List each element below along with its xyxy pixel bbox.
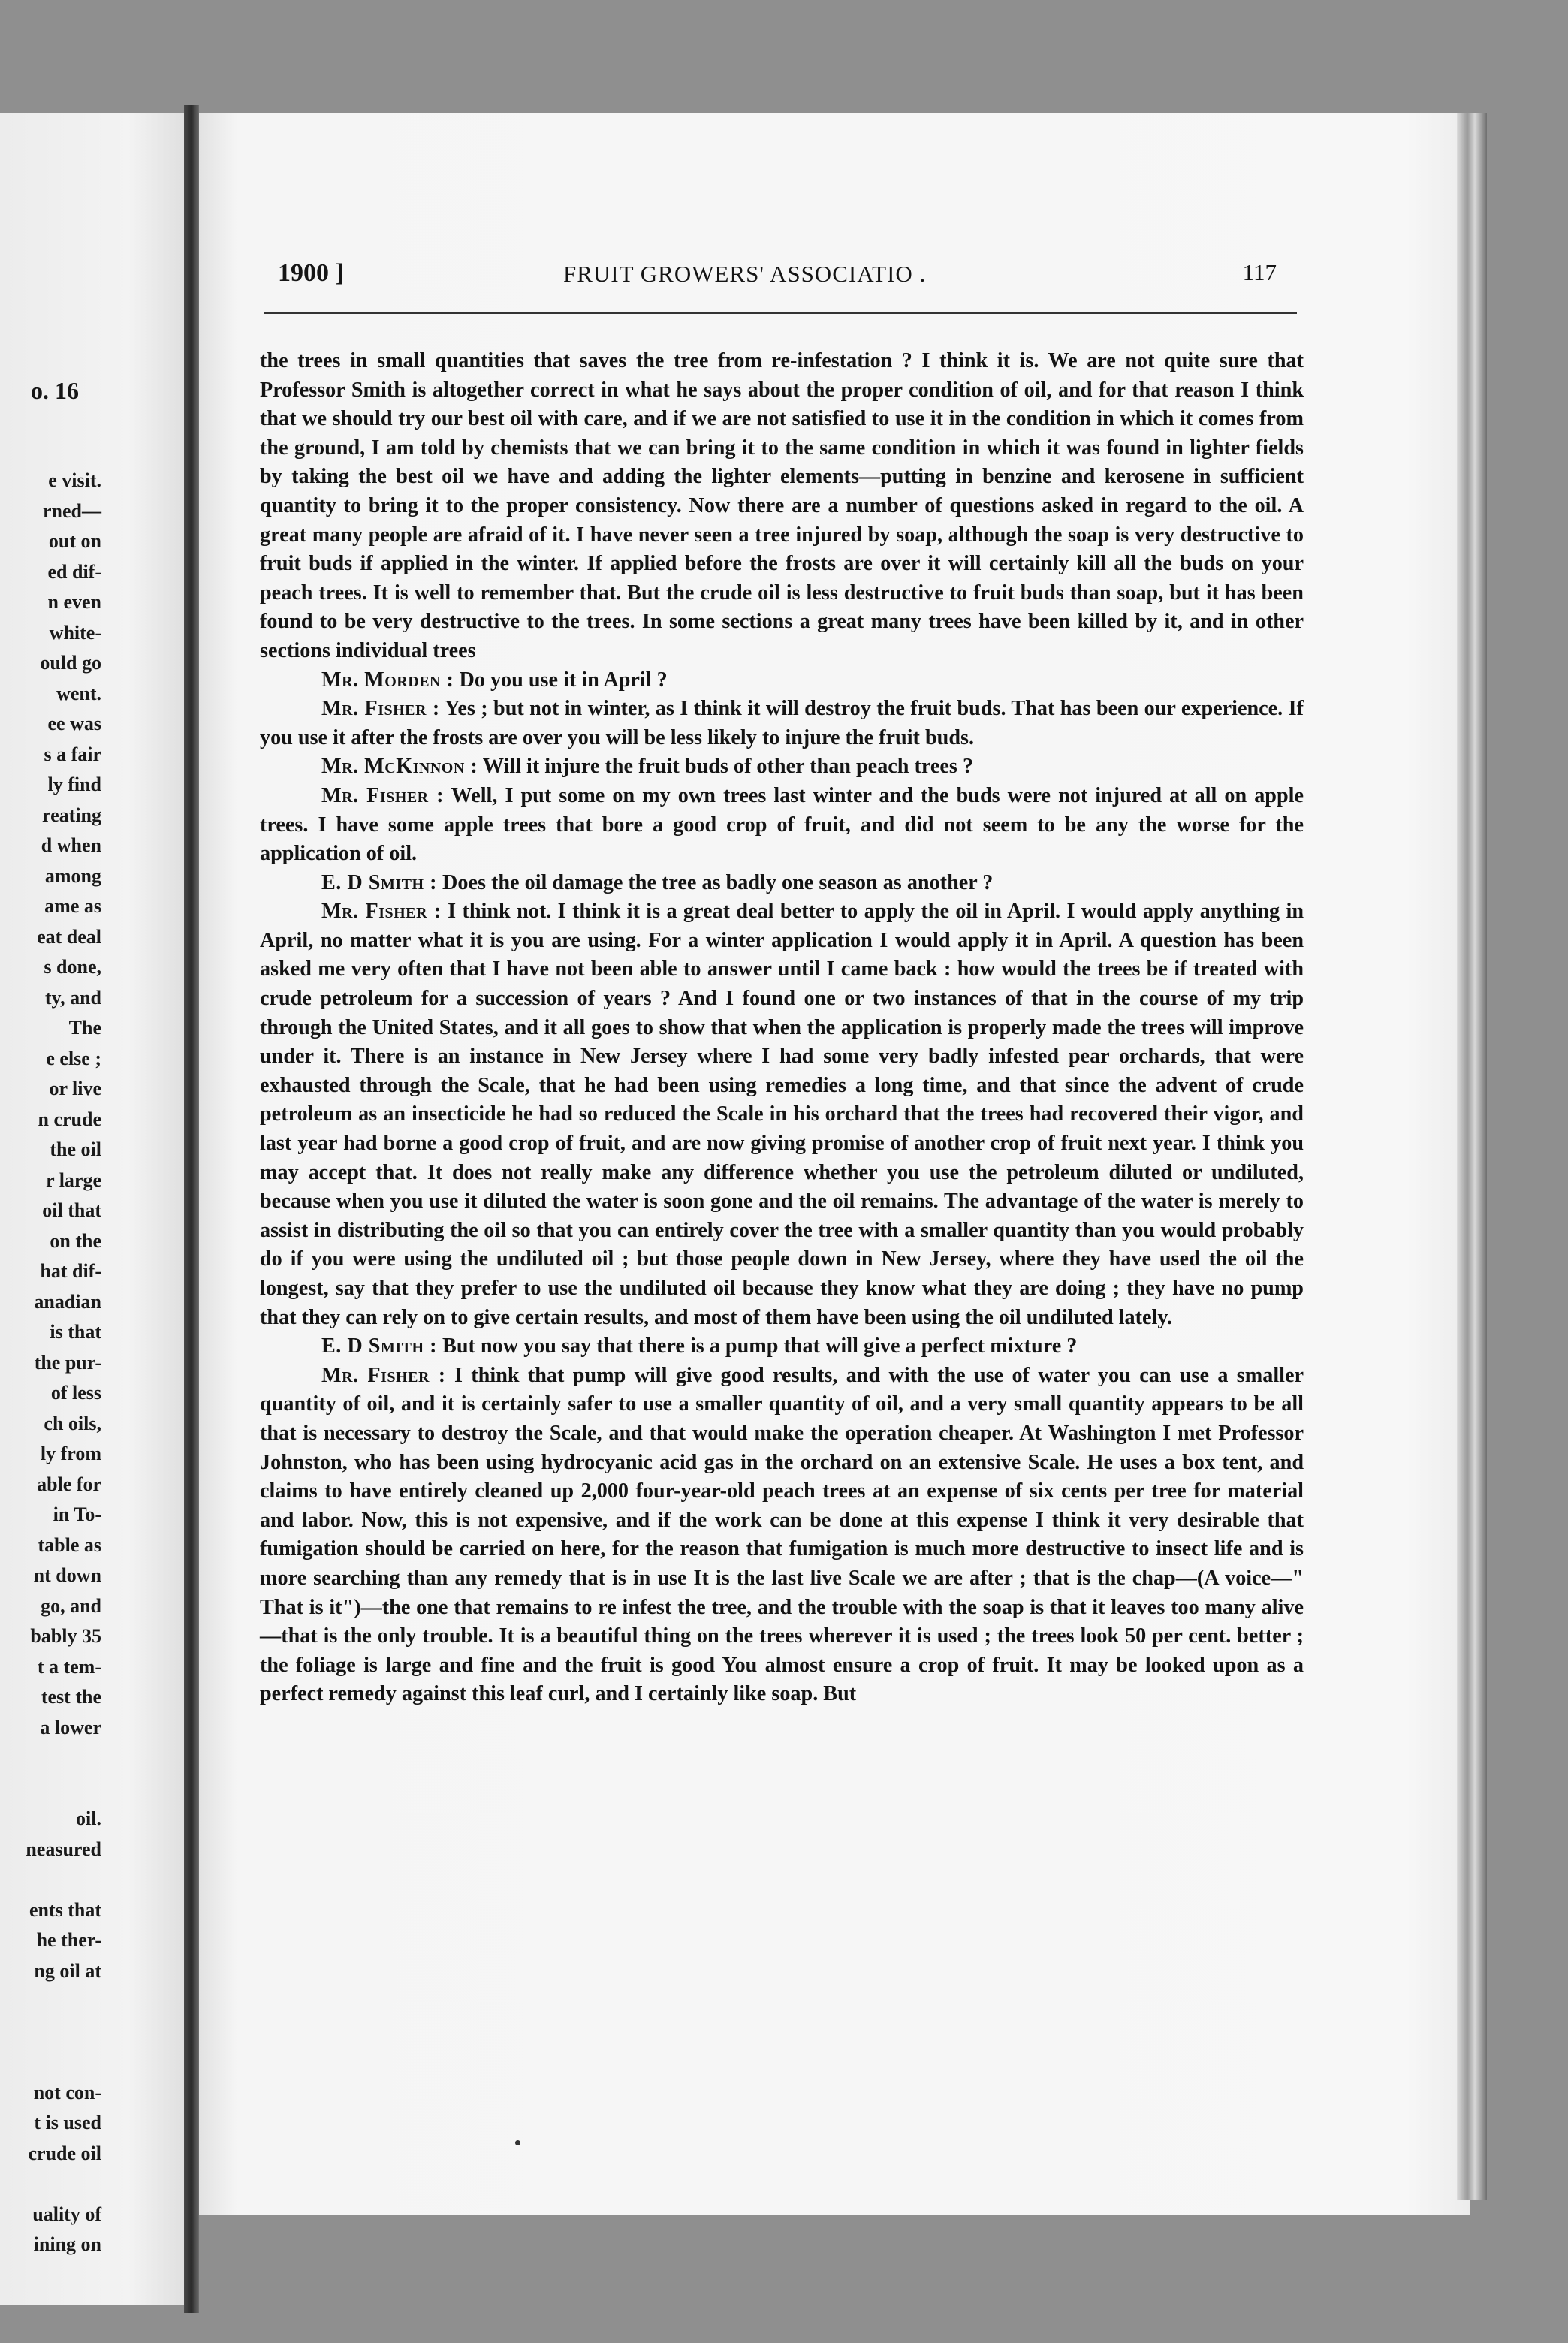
page-header (278, 259, 1277, 297)
paragraph-text: Does the oil damage the tree as badly one season as another ? (442, 870, 994, 894)
left-page-line: he ther- (36, 1929, 101, 1951)
left-page-line: reating (42, 804, 101, 826)
left-page-line: test the (41, 1686, 101, 1708)
left-page-line: ty, and (44, 986, 101, 1009)
left-page-line: is that (50, 1321, 101, 1343)
book-spine (184, 105, 199, 2313)
left-page-line: ed dif- (47, 560, 101, 583)
left-page-line: bably 35 (30, 1625, 101, 1647)
page-edge-shadow (1457, 113, 1487, 2200)
paragraph (260, 897, 1304, 1332)
paragraph (260, 869, 1304, 898)
speaker-name: Mr. Morden : (321, 668, 454, 692)
left-page-line: ee was (47, 713, 101, 734)
left-page-line (0, 2047, 101, 2078)
left-page-line: t a tem- (37, 1655, 101, 1678)
left-page-line: d when (41, 834, 101, 856)
left-page-line: oil that (42, 1199, 101, 1221)
paragraph-text: But now you say that there is a pump that will give a perfect mixture ? (442, 1334, 1078, 1358)
body-text (260, 347, 1304, 1709)
left-page-line: s done, (44, 956, 101, 978)
left-page-line: table as (38, 1533, 101, 1556)
paragraph-text: Yes ; but not in winter, as I think it will destroy the fruit buds. That has been our experience. If you use it after the frosts are over you will be less likely to injure the fruit buds. (260, 697, 1304, 749)
left-page-line: ame as (44, 895, 101, 917)
left-page-line: a lower (40, 1716, 101, 1738)
page-number: 117 (1242, 259, 1277, 285)
left-page-line: ould go (40, 652, 101, 674)
left-page-text-fragments (0, 466, 101, 2260)
header-rule (264, 312, 1297, 314)
left-page-line: eat deal (37, 925, 101, 948)
left-page-line: white- (49, 621, 101, 644)
left-page-line: oil. (76, 1808, 101, 1829)
paragraph (260, 695, 1304, 752)
left-page-line: in To- (53, 1503, 101, 1525)
paragraph-text: Well, I put some on my own trees last winter and the buds were not injured at all on apple trees. I have some apple trees that bore a good crop of fruit, and did not seem to be any the worse for the application of oil. (260, 783, 1304, 866)
left-page-line: e else ; (46, 1047, 101, 1069)
paragraph (260, 1361, 1304, 1709)
left-page-line (0, 2017, 101, 2048)
left-page-line: went. (56, 682, 101, 704)
left-page-line (0, 2169, 101, 2200)
paragraph-text: Will it injure the fruit buds of other than peach trees ? (482, 755, 974, 779)
left-page-line: rned— (43, 499, 101, 522)
left-page-line: anadian (34, 1290, 101, 1313)
left-page-line: r large (46, 1168, 101, 1191)
left-page-line (0, 1743, 101, 1774)
left-page-line: able for (37, 1473, 101, 1495)
left-page-line: of less (50, 1382, 101, 1404)
left-page (0, 113, 184, 2305)
left-page-line: t is used (34, 2112, 101, 2133)
paragraph-text: I think not. I think it is a great deal better to apply the oil in April. I would apply anything in April, no matter what it is you are using. For a winter application I would apply it in April. A question has been asked me very often that I have not been able to answer until I came back : how would the trees be if treated with crude petroleum for a succession of years ? And I found one or two instances of that in the course of my trip through the United States, and it all goes to show that when the application is properly made the trees will improve under it. There is an instance in New Jersey where I had some very badly infested pear orchards, that were exhausted through the Scale, that he had been using remedies a long time, and that since the advent of crude petroleum as an insecticide he had so reduced the Scale in his orchard that the trees had recovered their vigor, and last year had borne a good crop of fruit, and are now giving promise of another crop of fruit next year. I think you may accept that. It does not really make any difference whether you use the petroleum diluted or undiluted, because when you use it diluted the water is soon gone and the oil remains. The advantage of the water is merely to assist in distributing the oil so that you can entirely cover the tree with a smaller quantity than you would probably do if you were using the undiluted oil ; but those people down in New Jersey, where they have used the oil the longest, say that they prefer to use the undiluted oil because they know what they are doing ; they have no pump that they can rely on to give certain results, and most of them have been using the oil undiluted lately. (260, 900, 1304, 1329)
paragraph (260, 1332, 1304, 1361)
left-page-line: go, and (41, 1594, 101, 1617)
left-page-line: e visit. (48, 469, 101, 491)
left-page-line: the pur- (34, 1351, 101, 1374)
left-page-header: o. 16 (31, 377, 79, 404)
paragraph (260, 666, 1304, 695)
header-title: FRUIT GROWERS' ASSOCIATIO . (563, 261, 927, 287)
paragraph-text: Do you use it in April ? (459, 668, 668, 692)
left-page-line: s a fair (44, 743, 101, 765)
left-page-line: or live (49, 1078, 101, 1099)
left-page-line: among (44, 864, 101, 887)
left-page-line: n crude (38, 1108, 101, 1130)
speaker-name: Mr. Fisher : (321, 1363, 446, 1387)
left-page-line (0, 1865, 101, 1895)
left-page-line: out on (48, 530, 101, 552)
left-page-line: the oil (50, 1138, 101, 1160)
left-page-line: not con- (33, 2081, 101, 2103)
paragraph (260, 347, 1304, 666)
left-page-line: neasured (26, 1838, 101, 1860)
paragraph-text: the trees in small quantities that saves the tree from re-infestation ? I think it is. We are not quite sure that Professor Smith is altogether correct in what he says about the proper condition of oil, and for that reason I think that we should try our best oil with care, and if we are not satisfied to use it in the condition in which it comes from the ground, I am told by chemists that we can bring it to the same condition in which it was found in lighter fields by taking the best oil we have and adding the lighter elements—putting in benzine and kerosene in sufficient quantity to bring it to the proper consistency. Now there are a number of questions asked in regard to the oil. A great many people are afraid of it. I have never seen a tree injured by soap, although the soap is very destructive to fruit buds if applied in the winter. If applied before the frosts are over it will certainly kill all the buds on your peach trees. It is well to remember that. But the crude oil is less destructive to fruit buds than soap, but it has been found to be very destructive to the trees. In some sections a great many trees have been killed by it, and in other sections individual trees (260, 349, 1304, 662)
left-page-line: The (68, 1017, 101, 1039)
print-speck (515, 2140, 520, 2145)
left-page-line: nt down (33, 1564, 101, 1586)
speaker-name: E. D Smith : (321, 1334, 437, 1358)
speaker-name: Mr. Fisher : (321, 697, 440, 721)
left-page-line: ch oils, (44, 1412, 101, 1434)
speaker-name: Mr. McKinnon : (321, 755, 478, 779)
left-page-line: ly from (40, 1443, 101, 1464)
left-page-line: ining on (33, 2233, 101, 2255)
left-page-line: ents that (29, 1898, 101, 1921)
speaker-name: E. D Smith : (321, 870, 437, 894)
paragraph (260, 782, 1304, 869)
speaker-name: Mr. Fisher : (321, 783, 445, 807)
paragraph (260, 752, 1304, 782)
left-page-line: crude oil (28, 2142, 101, 2164)
paragraph-text: I think that pump will give good results, and with the use of water you can use a smaller quantity of oil, and it is certainly safer to use a smaller quantity of oil, and a very small quantity appears to be all that is necessary to destroy the Scale, and that would make the operation cheaper. At Washington I met Professor Johnston, who has been using hydrocyanic acid gas in the orchard on an extensive Scale. He uses a box tent, and claims to have entirely cleaned up 2,000 four-year-old peach trees at an expense of six cents per tree for material and labor. Now, this is not expensive, and if the work can be done at this expense I think it very desirable that fumigation should be carried on here, for the reason that fumigation is much more destructive to insect life and is more searching than any remedy that is in use It is the last live Scale we are after ; that is the chap—(A voice—" That is it")—the one that remains to re infest the tree, and the trouble with the soap is that it leaves too many alive—that is the only trouble. It is a beautiful thing on the trees wherever it is used ; the trees look 50 per cent. better ; the foliage is large and fine and the fruit is good You almost ensure a crop of fruit. It may be looked upon as a perfect remedy against this leaf curl, and I certainly like soap. But (260, 1363, 1304, 1706)
left-page-line: ng oil at (34, 1959, 101, 1982)
left-page-line: on the (50, 1229, 101, 1252)
left-page-line: hat dif- (40, 1260, 101, 1282)
left-page-line: ly find (47, 773, 101, 795)
left-page-line: n even (47, 591, 101, 613)
left-page-line: uality of (32, 2203, 101, 2225)
header-year: 1900 ] (278, 259, 344, 287)
left-page-line (0, 1774, 101, 1805)
speaker-name: Mr. Fisher : (321, 900, 442, 924)
left-page-line (0, 1986, 101, 2017)
